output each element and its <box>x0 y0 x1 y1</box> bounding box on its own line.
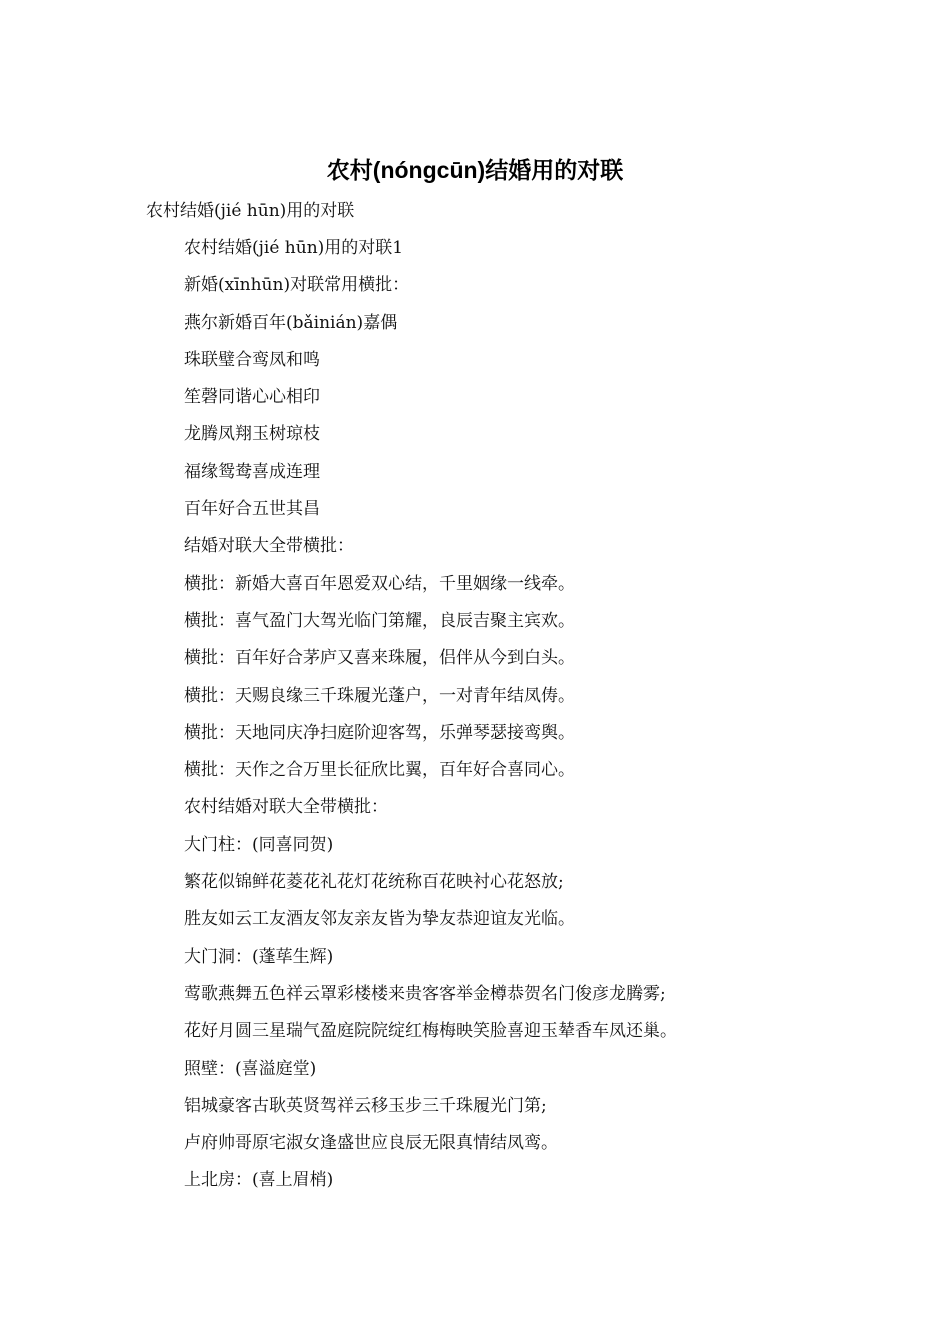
text-line: 铝城豪客古耿英贤驾祥云移玉步三千珠履光门第; <box>184 1095 547 1116</box>
text-line: 上北房：(喜上眉梢) <box>184 1170 334 1191</box>
text-line: 照壁：(喜溢庭堂) <box>184 1058 317 1079</box>
document-title: 农村(nóngcūn)结婚用的对联 <box>326 157 624 183</box>
text-line: 大门柱：(同喜同贺) <box>184 834 334 855</box>
text-line: 胜友如云工友酒友邻友亲友皆为挚友恭迎谊友光临。 <box>184 909 575 930</box>
text-line: 百年好合五世其昌 <box>184 499 320 520</box>
text-line: 燕尔新婚百年(bǎinián)嘉偶 <box>184 312 398 333</box>
text-line: 横批：新婚大喜百年恩爱双心结，千里姻缘一线牵。 <box>184 573 575 594</box>
text-line: 珠联璧合鸾凤和鸣 <box>184 349 320 370</box>
text-line: 横批：天地同庆净扫庭阶迎客驾，乐弹琴瑟接鸾舆。 <box>184 722 575 743</box>
text-line: 卢府帅哥原宅淑女逢盛世应良辰无限真情结凤鸾。 <box>184 1133 558 1154</box>
text-line: 莺歌燕舞五色祥云罩彩楼楼来贵客客举金樽恭贺名门俊彦龙腾雾; <box>184 983 666 1004</box>
text-line: 横批：天赐良缘三千珠履光蓬户，一对青年结凤俦。 <box>184 685 575 706</box>
text-line: 新婚(xīnhūn)对联常用横批： <box>184 275 410 296</box>
text-line: 龙腾凤翔玉树琼枝 <box>184 424 320 445</box>
text-line: 花好月圆三星瑞气盈庭院院绽红梅梅映笑脸喜迎玉辇香车凤还巢。 <box>184 1021 677 1042</box>
couplet-list <box>184 235 677 1205</box>
text-line: 结婚对联大全带横批： <box>184 536 354 557</box>
text-line: 横批：百年好合茅庐又喜来珠履，侣伴从今到白头。 <box>184 648 575 669</box>
text-line: 福缘鸳鸯喜成连理 <box>184 461 320 482</box>
text-line: 横批：喜气盈门大驾光临门第耀，良辰吉聚主宾欢。 <box>184 610 575 631</box>
text-line: 大门洞：(蓬荜生辉) <box>184 946 334 967</box>
text-line: 笙磬同谐心心相印 <box>184 387 320 408</box>
text-line: 繁花似锦鲜花菱花礼花灯花统称百花映衬心花怒放; <box>184 872 564 893</box>
text-line: 横批：天作之合万里长征欣比翼，百年好合喜同心。 <box>184 760 575 781</box>
text-line: 农村结婚对联大全带横批： <box>184 797 388 818</box>
document-subtitle: 农村结婚(jié hūn)用的对联 <box>146 201 355 221</box>
text-line: 农村结婚(jié hūn)用的对联1 <box>184 238 404 258</box>
